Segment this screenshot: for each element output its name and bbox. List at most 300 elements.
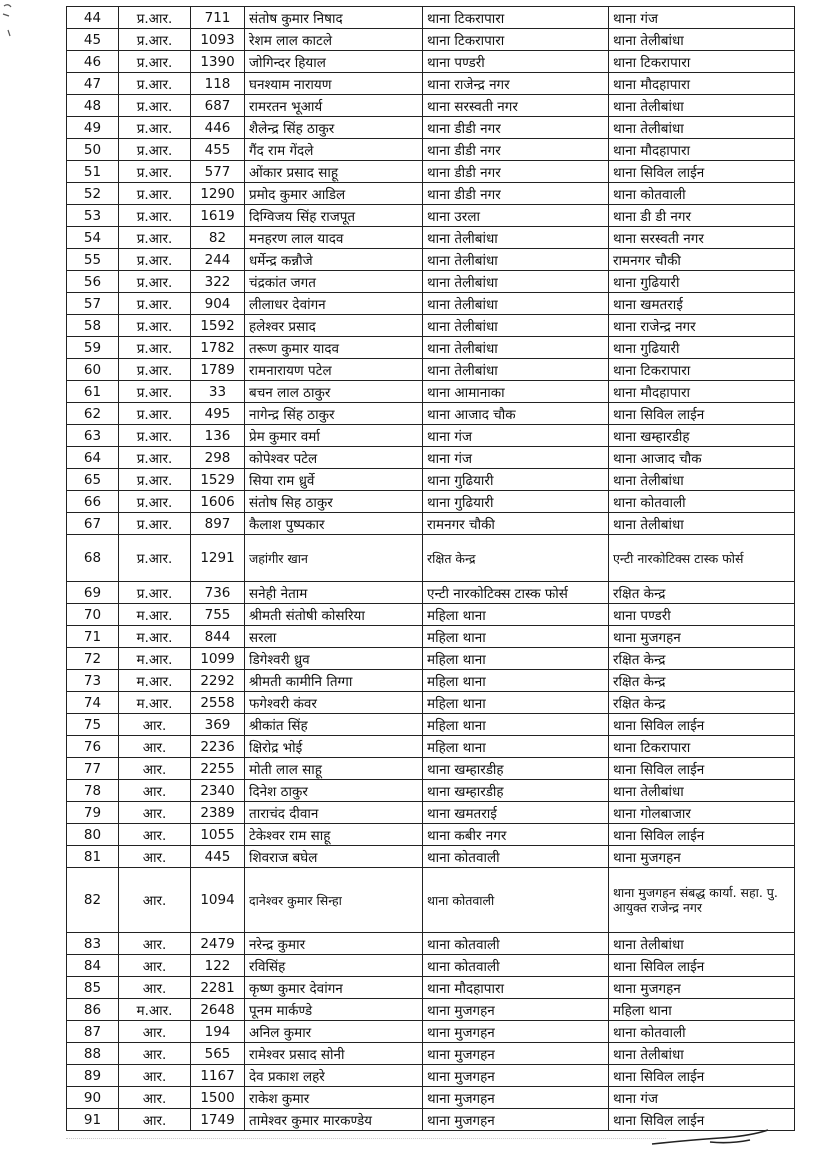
posted-from-cell: थाना उरला xyxy=(423,205,609,227)
badge-number-cell: 1782 xyxy=(191,337,245,359)
employee-name-cell: सनेही नेताम xyxy=(245,582,423,604)
posted-from-cell: थाना कोतवाली xyxy=(423,868,609,933)
badge-number-cell: 2255 xyxy=(191,758,245,780)
table-row xyxy=(67,469,795,491)
posted-from-cell: थाना पण्डरी xyxy=(423,51,609,73)
posted-from-cell: थाना गंज xyxy=(423,447,609,469)
posted-to-cell: थाना तेलीबांधा xyxy=(609,513,795,535)
serial-number-cell: 58 xyxy=(67,315,119,337)
posted-to-cell: थाना सिविल लाईन xyxy=(609,403,795,425)
posted-to-cell: थाना तेलीबांधा xyxy=(609,469,795,491)
posted-to-cell: थाना सिविल लाईन xyxy=(609,824,795,846)
badge-number-cell: 904 xyxy=(191,293,245,315)
rank-cell: आर. xyxy=(119,824,191,846)
posted-to-cell: थाना मौदहापारा xyxy=(609,381,795,403)
table-row xyxy=(67,955,795,977)
rank-cell: प्र.आर. xyxy=(119,337,191,359)
rank-cell: प्र.आर. xyxy=(119,73,191,95)
posted-to-cell: एन्टी नारकोटिक्स टास्क फोर्स xyxy=(609,535,795,582)
rank-cell: प्र.आर. xyxy=(119,469,191,491)
posted-from-cell: थाना तेलीबांधा xyxy=(423,337,609,359)
serial-number-cell: 47 xyxy=(67,73,119,95)
serial-number-cell: 51 xyxy=(67,161,119,183)
serial-number-cell: 68 xyxy=(67,535,119,582)
serial-number-cell: 65 xyxy=(67,469,119,491)
employee-name-cell: चंद्रकांत जगत xyxy=(245,271,423,293)
serial-number-cell: 70 xyxy=(67,604,119,626)
serial-number-cell: 82 xyxy=(67,868,119,933)
badge-number-cell: 1592 xyxy=(191,315,245,337)
rank-cell: म.आर. xyxy=(119,692,191,714)
posted-to-cell: थाना आजाद चौक xyxy=(609,447,795,469)
employee-name-cell: तरूण कुमार यादव xyxy=(245,337,423,359)
badge-number-cell: 1055 xyxy=(191,824,245,846)
posted-from-cell: थाना मुजगहन xyxy=(423,1109,609,1131)
serial-number-cell: 88 xyxy=(67,1043,119,1065)
table-row xyxy=(67,183,795,205)
badge-number-cell: 687 xyxy=(191,95,245,117)
posted-to-cell: थाना कोतवाली xyxy=(609,1021,795,1043)
badge-number-cell: 1789 xyxy=(191,359,245,381)
posted-from-cell: थाना डीडी नगर xyxy=(423,117,609,139)
table-row xyxy=(67,161,795,183)
employee-name-cell: घनश्याम नारायण xyxy=(245,73,423,95)
rank-cell: प्र.आर. xyxy=(119,161,191,183)
employee-name-cell: देव प्रकाश लहरे xyxy=(245,1065,423,1087)
table-row xyxy=(67,736,795,758)
rank-cell: प्र.आर. xyxy=(119,139,191,161)
serial-number-cell: 63 xyxy=(67,425,119,447)
table-row xyxy=(67,582,795,604)
posted-to-cell: थाना राजेन्द्र नगर xyxy=(609,315,795,337)
employee-name-cell: कोपेश्वर पटेल xyxy=(245,447,423,469)
posted-from-cell: थाना मुजगहन xyxy=(423,999,609,1021)
employee-name-cell: गैंद राम गेंदले xyxy=(245,139,423,161)
posted-to-cell: थाना तेलीबांधा xyxy=(609,780,795,802)
posted-to-cell: थाना मौदहापारा xyxy=(609,139,795,161)
serial-number-cell: 57 xyxy=(67,293,119,315)
posted-from-cell: थाना कोतवाली xyxy=(423,933,609,955)
serial-number-cell: 66 xyxy=(67,491,119,513)
posted-from-cell: थाना गुढियारी xyxy=(423,491,609,513)
table-row xyxy=(67,293,795,315)
badge-number-cell: 495 xyxy=(191,403,245,425)
posted-from-cell: थाना मुजगहन xyxy=(423,1043,609,1065)
posted-to-cell: थाना मौदहापारा xyxy=(609,73,795,95)
rank-cell: म.आर. xyxy=(119,604,191,626)
table-row xyxy=(67,117,795,139)
serial-number-cell: 49 xyxy=(67,117,119,139)
employee-name-cell: श्रीमती संतोषी कोसरिया xyxy=(245,604,423,626)
table-row xyxy=(67,425,795,447)
posted-to-cell: महिला थाना xyxy=(609,999,795,1021)
rank-cell: म.आर. xyxy=(119,670,191,692)
badge-number-cell: 755 xyxy=(191,604,245,626)
rank-cell: प्र.आर. xyxy=(119,29,191,51)
posted-from-cell: थाना तेलीबांधा xyxy=(423,271,609,293)
serial-number-cell: 53 xyxy=(67,205,119,227)
rank-cell: प्र.आर. xyxy=(119,315,191,337)
table-row xyxy=(67,604,795,626)
posted-from-cell: थाना तेलीबांधा xyxy=(423,249,609,271)
rank-cell: आर. xyxy=(119,802,191,824)
employee-name-cell: दानेश्वर कुमार सिन्हा xyxy=(245,868,423,933)
posted-from-cell: महिला थाना xyxy=(423,714,609,736)
badge-number-cell: 2281 xyxy=(191,977,245,999)
posted-to-cell: थाना तेलीबांधा xyxy=(609,29,795,51)
rank-cell: प्र.आर. xyxy=(119,425,191,447)
rank-cell: आर. xyxy=(119,736,191,758)
posted-from-cell: थाना कोतवाली xyxy=(423,846,609,868)
serial-number-cell: 76 xyxy=(67,736,119,758)
posted-to-cell: थाना खमतराई xyxy=(609,293,795,315)
badge-number-cell: 1749 xyxy=(191,1109,245,1131)
posted-from-cell: थाना खमतराई xyxy=(423,802,609,824)
serial-number-cell: 59 xyxy=(67,337,119,359)
employee-name-cell: प्रेम कुमार वर्मा xyxy=(245,425,423,447)
posted-from-cell: थाना कबीर नगर xyxy=(423,824,609,846)
rank-cell: प्र.आर. xyxy=(119,183,191,205)
employee-name-cell: टेकेश्वर राम साहू xyxy=(245,824,423,846)
employee-name-cell: शैलेन्द्र सिंह ठाकुर xyxy=(245,117,423,139)
rank-cell: आर. xyxy=(119,1065,191,1087)
employee-name-cell: संतोष सिह ठाकुर xyxy=(245,491,423,513)
rank-cell: आर. xyxy=(119,955,191,977)
serial-number-cell: 56 xyxy=(67,271,119,293)
rank-cell: आर. xyxy=(119,933,191,955)
serial-number-cell: 83 xyxy=(67,933,119,955)
badge-number-cell: 711 xyxy=(191,7,245,29)
badge-number-cell: 844 xyxy=(191,626,245,648)
serial-number-cell: 86 xyxy=(67,999,119,1021)
posted-from-cell: थाना मौदहापारा xyxy=(423,977,609,999)
serial-number-cell: 48 xyxy=(67,95,119,117)
posted-from-cell: एन्टी नारकोटिक्स टास्क फोर्स xyxy=(423,582,609,604)
posted-from-cell: थाना टिकरापारा xyxy=(423,7,609,29)
employee-name-cell: नरेन्द्र कुमार xyxy=(245,933,423,955)
serial-number-cell: 77 xyxy=(67,758,119,780)
badge-number-cell: 2558 xyxy=(191,692,245,714)
badge-number-cell: 1093 xyxy=(191,29,245,51)
serial-number-cell: 80 xyxy=(67,824,119,846)
employee-name-cell: रविसिंह xyxy=(245,955,423,977)
rank-cell: म.आर. xyxy=(119,999,191,1021)
employee-name-cell: बचन लाल ठाकुर xyxy=(245,381,423,403)
badge-number-cell: 565 xyxy=(191,1043,245,1065)
transfer-table-body xyxy=(67,7,795,1131)
rank-cell: प्र.आर. xyxy=(119,205,191,227)
table-row xyxy=(67,824,795,846)
rank-cell: प्र.आर. xyxy=(119,513,191,535)
posted-from-cell: थाना तेलीबांधा xyxy=(423,227,609,249)
employee-name-cell: दिनेश ठाकुर xyxy=(245,780,423,802)
serial-number-cell: 89 xyxy=(67,1065,119,1087)
posted-to-cell: थाना सिविल लाईन xyxy=(609,714,795,736)
posted-to-cell: थाना कोतवाली xyxy=(609,491,795,513)
posted-to-cell: थाना गुढियारी xyxy=(609,271,795,293)
posted-to-cell: थाना तेलीबांधा xyxy=(609,1043,795,1065)
employee-name-cell: श्रीमती कामीनि तिग्गा xyxy=(245,670,423,692)
posted-to-cell: थाना गोलबाजार xyxy=(609,802,795,824)
posted-to-cell: रक्षित केन्द्र xyxy=(609,692,795,714)
table-row xyxy=(67,999,795,1021)
posted-to-cell: रक्षित केन्द्र xyxy=(609,582,795,604)
employee-name-cell: रामनारायण पटेल xyxy=(245,359,423,381)
table-row xyxy=(67,403,795,425)
employee-name-cell: अनिल कुमार xyxy=(245,1021,423,1043)
serial-number-cell: 78 xyxy=(67,780,119,802)
serial-number-cell: 87 xyxy=(67,1021,119,1043)
table-row xyxy=(67,249,795,271)
badge-number-cell: 1606 xyxy=(191,491,245,513)
badge-number-cell: 118 xyxy=(191,73,245,95)
posted-to-cell: थाना सिविल लाईन xyxy=(609,1109,795,1131)
rank-cell: म.आर. xyxy=(119,648,191,670)
badge-number-cell: 577 xyxy=(191,161,245,183)
table-row xyxy=(67,846,795,868)
table-row xyxy=(67,359,795,381)
posted-from-cell: थाना तेलीबांधा xyxy=(423,293,609,315)
rank-cell: प्र.आर. xyxy=(119,535,191,582)
table-row xyxy=(67,1021,795,1043)
posted-from-cell: थाना डीडी नगर xyxy=(423,139,609,161)
rank-cell: आर. xyxy=(119,1087,191,1109)
posted-to-cell: थाना टिकरापारा xyxy=(609,359,795,381)
posted-to-cell: थाना खम्हारडीह xyxy=(609,425,795,447)
badge-number-cell: 455 xyxy=(191,139,245,161)
employee-name-cell: डिगेश्वरी ध्रुव xyxy=(245,648,423,670)
posted-to-cell: रामनगर चौकी xyxy=(609,249,795,271)
badge-number-cell: 194 xyxy=(191,1021,245,1043)
serial-number-cell: 73 xyxy=(67,670,119,692)
posted-from-cell: थाना गंज xyxy=(423,425,609,447)
employee-name-cell: पूनम मार्कण्डे xyxy=(245,999,423,1021)
posted-to-cell: थाना डी डी नगर xyxy=(609,205,795,227)
posted-to-cell: थाना मुजगहन संबद्ध कार्या. सहा. पु. आयुक्त राजेन्द्र नगर xyxy=(609,868,795,933)
serial-number-cell: 54 xyxy=(67,227,119,249)
badge-number-cell: 446 xyxy=(191,117,245,139)
serial-number-cell: 62 xyxy=(67,403,119,425)
employee-name-cell: रामेश्वर प्रसाद सोनी xyxy=(245,1043,423,1065)
badge-number-cell: 122 xyxy=(191,955,245,977)
posted-to-cell: थाना गुढियारी xyxy=(609,337,795,359)
table-row xyxy=(67,802,795,824)
employee-name-cell: रेशम लाल काटले xyxy=(245,29,423,51)
employee-name-cell: कैलाश पुष्पकार xyxy=(245,513,423,535)
employee-name-cell: धर्मेन्द्र कन्नौजे xyxy=(245,249,423,271)
table-row xyxy=(67,758,795,780)
posted-from-cell: थाना सरस्वती नगर xyxy=(423,95,609,117)
posted-to-cell: थाना टिकरापारा xyxy=(609,736,795,758)
table-row xyxy=(67,977,795,999)
badge-number-cell: 1619 xyxy=(191,205,245,227)
employee-name-cell: सरला xyxy=(245,626,423,648)
serial-number-cell: 79 xyxy=(67,802,119,824)
transfer-list-document xyxy=(66,6,794,1131)
table-row xyxy=(67,7,795,29)
posted-from-cell: थाना कोतवाली xyxy=(423,955,609,977)
badge-number-cell: 1167 xyxy=(191,1065,245,1087)
posted-from-cell: महिला थाना xyxy=(423,692,609,714)
posted-from-cell: थाना डीडी नगर xyxy=(423,183,609,205)
table-row xyxy=(67,670,795,692)
posted-to-cell: थाना तेलीबांधा xyxy=(609,117,795,139)
serial-number-cell: 52 xyxy=(67,183,119,205)
rank-cell: म.आर. xyxy=(119,626,191,648)
posted-to-cell: रक्षित केन्द्र xyxy=(609,648,795,670)
table-row xyxy=(67,227,795,249)
rank-cell: आर. xyxy=(119,780,191,802)
serial-number-cell: 67 xyxy=(67,513,119,535)
transfer-table xyxy=(66,6,795,1131)
rank-cell: आर. xyxy=(119,868,191,933)
employee-name-cell: राकेश कुमार xyxy=(245,1087,423,1109)
employee-name-cell: जहांगीर खान xyxy=(245,535,423,582)
badge-number-cell: 136 xyxy=(191,425,245,447)
employee-name-cell: मोती लाल साहू xyxy=(245,758,423,780)
employee-name-cell: नागेन्द्र सिंह ठाकुर xyxy=(245,403,423,425)
posted-to-cell: थाना सरस्वती नगर xyxy=(609,227,795,249)
posted-from-cell: महिला थाना xyxy=(423,648,609,670)
posted-from-cell: महिला थाना xyxy=(423,736,609,758)
badge-number-cell: 1529 xyxy=(191,469,245,491)
badge-number-cell: 2292 xyxy=(191,670,245,692)
employee-name-cell: शिवराज बघेल xyxy=(245,846,423,868)
rank-cell: प्र.आर. xyxy=(119,227,191,249)
serial-number-cell: 71 xyxy=(67,626,119,648)
posted-from-cell: थाना आजाद चौक xyxy=(423,403,609,425)
posted-to-cell: थाना सिविल लाईन xyxy=(609,955,795,977)
rank-cell: आर. xyxy=(119,758,191,780)
employee-name-cell: ताराचंद दीवान xyxy=(245,802,423,824)
table-row xyxy=(67,535,795,582)
posted-from-cell: थाना डीडी नगर xyxy=(423,161,609,183)
posted-to-cell: रक्षित केन्द्र xyxy=(609,670,795,692)
posted-from-cell: थाना तेलीबांधा xyxy=(423,315,609,337)
serial-number-cell: 61 xyxy=(67,381,119,403)
posted-to-cell: थाना तेलीबांधा xyxy=(609,933,795,955)
badge-number-cell: 244 xyxy=(191,249,245,271)
serial-number-cell: 91 xyxy=(67,1109,119,1131)
badge-number-cell: 1099 xyxy=(191,648,245,670)
rank-cell: आर. xyxy=(119,1043,191,1065)
employee-name-cell: दिग्विजय सिंह राजपूत xyxy=(245,205,423,227)
serial-number-cell: 60 xyxy=(67,359,119,381)
table-row xyxy=(67,29,795,51)
posted-to-cell: थाना पण्डरी xyxy=(609,604,795,626)
posted-from-cell: महिला थाना xyxy=(423,670,609,692)
table-row xyxy=(67,1043,795,1065)
badge-number-cell: 1390 xyxy=(191,51,245,73)
badge-number-cell: 1290 xyxy=(191,183,245,205)
badge-number-cell: 1291 xyxy=(191,535,245,582)
employee-name-cell: हलेश्वर प्रसाद xyxy=(245,315,423,337)
posted-from-cell: थाना राजेन्द्र नगर xyxy=(423,73,609,95)
serial-number-cell: 64 xyxy=(67,447,119,469)
posted-from-cell: थाना खम्हारडीह xyxy=(423,758,609,780)
posted-to-cell: थाना सिविल लाईन xyxy=(609,161,795,183)
badge-number-cell: 445 xyxy=(191,846,245,868)
serial-number-cell: 50 xyxy=(67,139,119,161)
badge-number-cell: 897 xyxy=(191,513,245,535)
posted-to-cell: थाना मुजगहन xyxy=(609,977,795,999)
employee-name-cell: श्रीकांत सिंह xyxy=(245,714,423,736)
posted-from-cell: थाना तेलीबांधा xyxy=(423,359,609,381)
serial-number-cell: 84 xyxy=(67,955,119,977)
posted-from-cell: थाना टिकरापारा xyxy=(423,29,609,51)
employee-name-cell: रामरतन भूआर्य xyxy=(245,95,423,117)
badge-number-cell: 2479 xyxy=(191,933,245,955)
table-row xyxy=(67,780,795,802)
posted-from-cell: थाना मुजगहन xyxy=(423,1021,609,1043)
employee-name-cell: तामेश्वर कुमार मारकण्डेय xyxy=(245,1109,423,1131)
posted-to-cell: थाना मुजगहन xyxy=(609,626,795,648)
employee-name-cell: संतोष कुमार निषाद xyxy=(245,7,423,29)
serial-number-cell: 85 xyxy=(67,977,119,999)
rank-cell: प्र.आर. xyxy=(119,51,191,73)
rank-cell: प्र.आर. xyxy=(119,359,191,381)
rank-cell: प्र.आर. xyxy=(119,491,191,513)
rank-cell: प्र.आर. xyxy=(119,271,191,293)
posted-to-cell: थाना सिविल लाईन xyxy=(609,1065,795,1087)
pen-mark xyxy=(0,0,20,45)
rank-cell: प्र.आर. xyxy=(119,403,191,425)
badge-number-cell: 298 xyxy=(191,447,245,469)
employee-name-cell: सिया राम ध्रुर्वे xyxy=(245,469,423,491)
posted-from-cell: थाना खम्हारडीह xyxy=(423,780,609,802)
table-row xyxy=(67,139,795,161)
table-row xyxy=(67,692,795,714)
employee-name-cell: प्रमोद कुमार आडिल xyxy=(245,183,423,205)
employee-name-cell: क्षिरोद्र भोई xyxy=(245,736,423,758)
rank-cell: आर. xyxy=(119,977,191,999)
posted-from-cell: थाना गुढियारी xyxy=(423,469,609,491)
table-row xyxy=(67,513,795,535)
table-row xyxy=(67,626,795,648)
table-row xyxy=(67,1065,795,1087)
posted-to-cell: थाना सिविल लाईन xyxy=(609,758,795,780)
table-row xyxy=(67,73,795,95)
badge-number-cell: 322 xyxy=(191,271,245,293)
serial-number-cell: 74 xyxy=(67,692,119,714)
rank-cell: प्र.आर. xyxy=(119,381,191,403)
badge-number-cell: 1500 xyxy=(191,1087,245,1109)
footer-divider xyxy=(66,1138,666,1147)
posted-from-cell: महिला थाना xyxy=(423,604,609,626)
badge-number-cell: 33 xyxy=(191,381,245,403)
posted-from-cell: थाना मुजगहन xyxy=(423,1065,609,1087)
serial-number-cell: 55 xyxy=(67,249,119,271)
posted-to-cell: थाना तेलीबांधा xyxy=(609,95,795,117)
badge-number-cell: 369 xyxy=(191,714,245,736)
table-row xyxy=(67,714,795,736)
rank-cell: प्र.आर. xyxy=(119,447,191,469)
table-row xyxy=(67,1087,795,1109)
posted-to-cell: थाना मुजगहन xyxy=(609,846,795,868)
employee-name-cell: मनहरण लाल यादव xyxy=(245,227,423,249)
posted-from-cell: रक्षित केन्द्र xyxy=(423,535,609,582)
table-row xyxy=(67,205,795,227)
rank-cell: आर. xyxy=(119,1021,191,1043)
rank-cell: प्र.आर. xyxy=(119,7,191,29)
serial-number-cell: 90 xyxy=(67,1087,119,1109)
rank-cell: प्र.आर. xyxy=(119,582,191,604)
rank-cell: प्र.आर. xyxy=(119,95,191,117)
badge-number-cell: 2648 xyxy=(191,999,245,1021)
serial-number-cell: 81 xyxy=(67,846,119,868)
posted-from-cell: थाना आमानाका xyxy=(423,381,609,403)
posted-to-cell: थाना कोतवाली xyxy=(609,183,795,205)
